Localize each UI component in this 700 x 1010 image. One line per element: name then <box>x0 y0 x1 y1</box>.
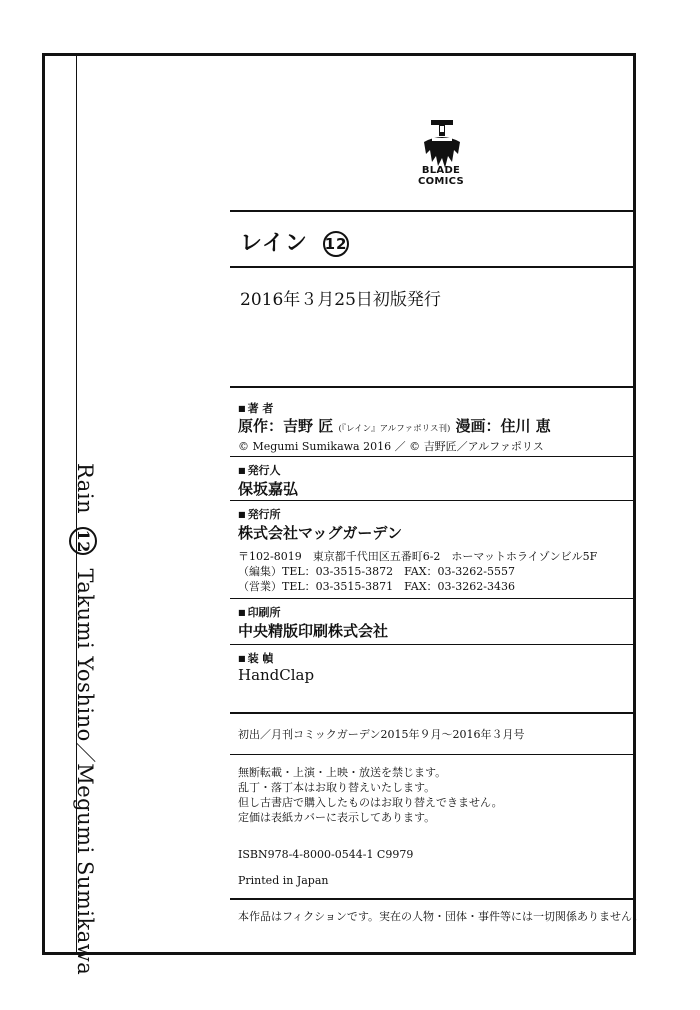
rule-top <box>230 210 634 212</box>
rule-7 <box>230 898 634 900</box>
rule-6 <box>230 754 634 755</box>
logo-line-1: BLADE <box>421 165 461 176</box>
printer-name: 中央精版印刷株式会社 <box>238 622 389 640</box>
printed-in: Printed in Japan <box>238 874 329 887</box>
design-label: ■ 装 幀 <box>238 650 273 666</box>
first-appearance: 初出／月刊コミックガーデン2015年９月～2016年３月号 <box>238 728 525 741</box>
rule-3 <box>230 598 634 599</box>
rule-after-title <box>230 266 634 268</box>
publisher-person-name: 保坂嘉弘 <box>238 480 299 498</box>
fiction-notice: 本作品はフィクションです。実在の人物・団体・事件等には一切関係ありません。 <box>238 910 644 923</box>
spine-volume: 12 <box>70 527 98 555</box>
rule-2 <box>230 500 634 501</box>
original-author: 吉野 匠 <box>283 417 334 435</box>
notice-2: 乱丁・落丁本はお取り替えいたします。 <box>238 781 436 794</box>
book-title-text: レイン <box>240 231 308 256</box>
publisher-name: 株式会社マッグガーデン <box>238 524 403 542</box>
printer-label: ■ 印刷所 <box>238 604 281 620</box>
rule-4 <box>230 644 634 645</box>
publisher-sales-contact: （営業）TEL：03-3515-3871 FAX：03-3262-3436 <box>238 580 515 593</box>
design-name: HandClap <box>238 666 315 684</box>
isbn: ISBN978-4-8000-0544-1 C9979 <box>238 848 414 861</box>
manga-label: 漫画： <box>455 417 501 435</box>
rule-5 <box>230 712 634 714</box>
notice-1: 無断転載・上演・上映・放送を禁じます。 <box>238 766 447 779</box>
spine-title: Rain <box>73 463 97 515</box>
original-label: 原作： <box>238 417 284 435</box>
authors-line <box>238 415 551 436</box>
original-source-note: (『レイン』アルファポリス刊) <box>338 424 451 434</box>
notice-4: 定価は表紙カバーに表示してあります。 <box>238 811 436 824</box>
publisher-address: 〒102-8019 東京都千代田区五番町6-2 ホーマットホライゾンビル5F <box>238 550 598 563</box>
copyright-line: © Megumi Sumikawa 2016 ／ © 吉野匠／アルファポリス <box>238 440 544 453</box>
authors-label: ■ 著 者 <box>238 400 273 416</box>
logo-text <box>405 165 477 187</box>
publisher-editorial-contact: （編集）TEL：03-3515-3872 FAX：03-3262-5557 <box>238 565 515 578</box>
publisher-label: ■ 発行所 <box>238 506 281 522</box>
spine-authors: Takumi Yoshino／Megumi Sumikawa <box>73 568 97 976</box>
rule-1 <box>230 456 634 457</box>
book-title <box>240 226 349 257</box>
first-edition-date: 2016年３月25日初版発行 <box>240 290 441 310</box>
rule-before-credits <box>230 386 634 388</box>
notice-3: 但し古書店で購入したものはお取り替えできません。 <box>238 796 503 809</box>
logo-line-2: COMICS <box>417 176 465 187</box>
manga-artist: 住川 恵 <box>500 417 551 435</box>
spine-text <box>70 463 100 976</box>
book-volume-mark: 12 <box>323 231 349 257</box>
publisher-person-label: ■ 発行人 <box>238 462 281 478</box>
